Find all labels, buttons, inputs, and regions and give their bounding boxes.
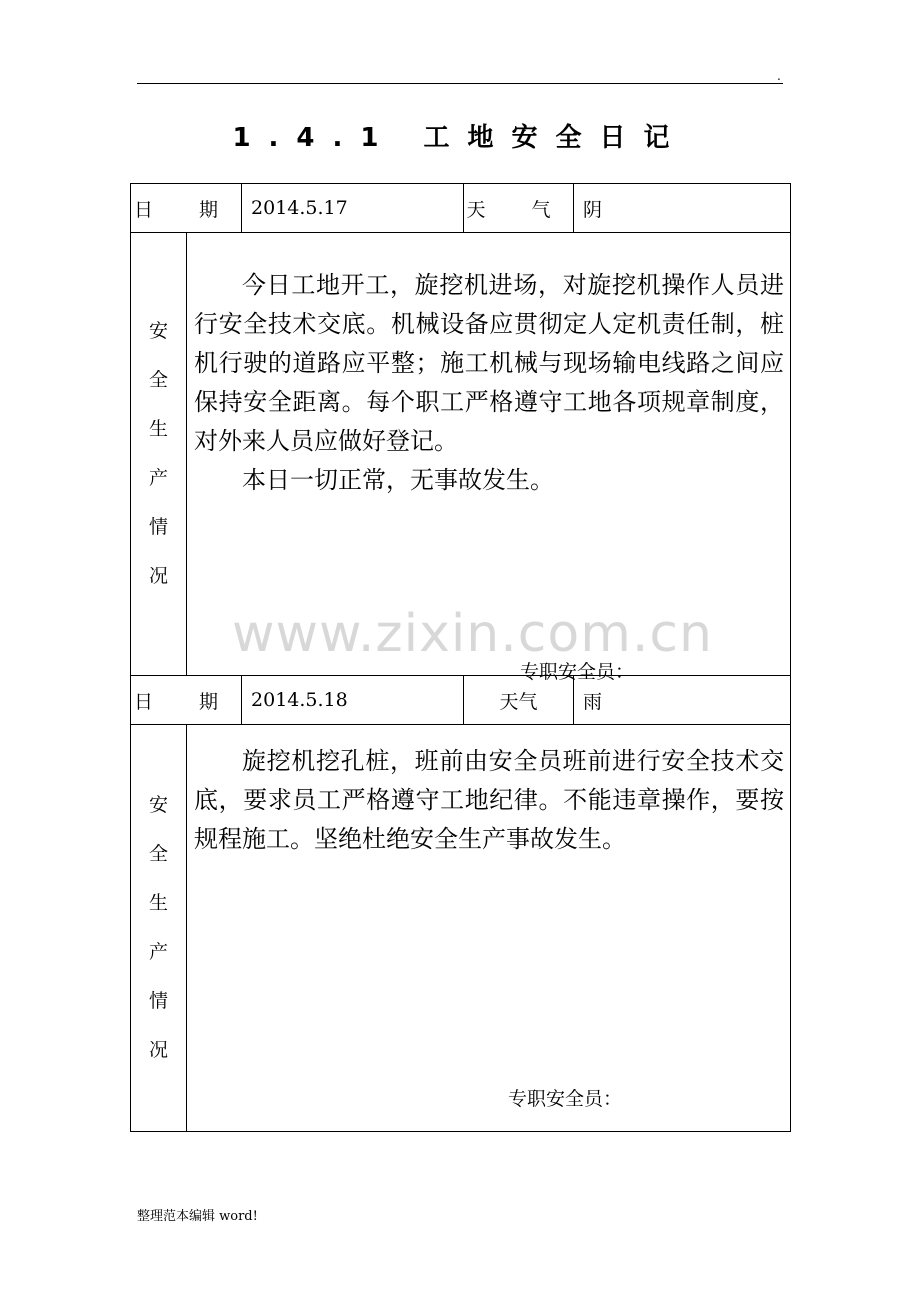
safety-officer-label: 专职安全员：: [508, 1088, 623, 1110]
side-label-safety-status: 安 全 生 产 情 况: [131, 725, 187, 1132]
safety-log-table: [130, 183, 791, 1132]
weather-value: 阴: [574, 184, 791, 233]
entry-2-content: [187, 725, 791, 1132]
date-label: 日 期: [131, 184, 242, 233]
entry-2-body-row: [131, 725, 791, 1132]
entry-2-paragraph-1: 旋挖机挖孔桩，班前由安全员班前进行安全技术交底，要求员工严格遵守工地纪律。不能违章操作，要按规程施工。坚绝杜绝安全生产事故发生。: [194, 747, 785, 853]
weather-value: 雨: [574, 676, 791, 725]
date-label: 日 期: [131, 676, 242, 725]
entry-1-body-row: [131, 233, 791, 676]
date-value: 2014.5.18: [242, 676, 464, 725]
page-title: 1.4.1 工地安全日记: [232, 123, 688, 153]
header-dot: .: [777, 69, 781, 83]
date-value: 2014.5.17: [242, 184, 464, 233]
safety-officer-label: 专职安全员：: [520, 661, 635, 683]
weather-label: 天 气: [464, 184, 574, 233]
entry-1-header-row: [131, 184, 791, 233]
watermark: www.zixin.com.cn: [232, 604, 713, 664]
header-rule: [137, 83, 783, 84]
entry-1-paragraph-2: 本日一切正常，无事故发生。: [242, 466, 554, 494]
entry-2-header-row: [131, 676, 791, 725]
side-label-safety-status: 安 全 生 产 情 况: [131, 233, 187, 676]
footer-note: 整理范本编辑 word!: [137, 1209, 258, 1224]
entry-1-content: [187, 233, 791, 683]
entry-1-paragraph-1: 今日工地开工，旋挖机进场，对旋挖机操作人员进行安全技术交底。机械设备应贯彻定人定机责任制，桩机行驶的道路应平整；施工机械与现场输电线路之间应保持安全距离。每个职工严格遵守工地各项规章制度，对外来人员应做好登记。: [194, 271, 785, 455]
weather-label: 天气: [464, 676, 574, 725]
